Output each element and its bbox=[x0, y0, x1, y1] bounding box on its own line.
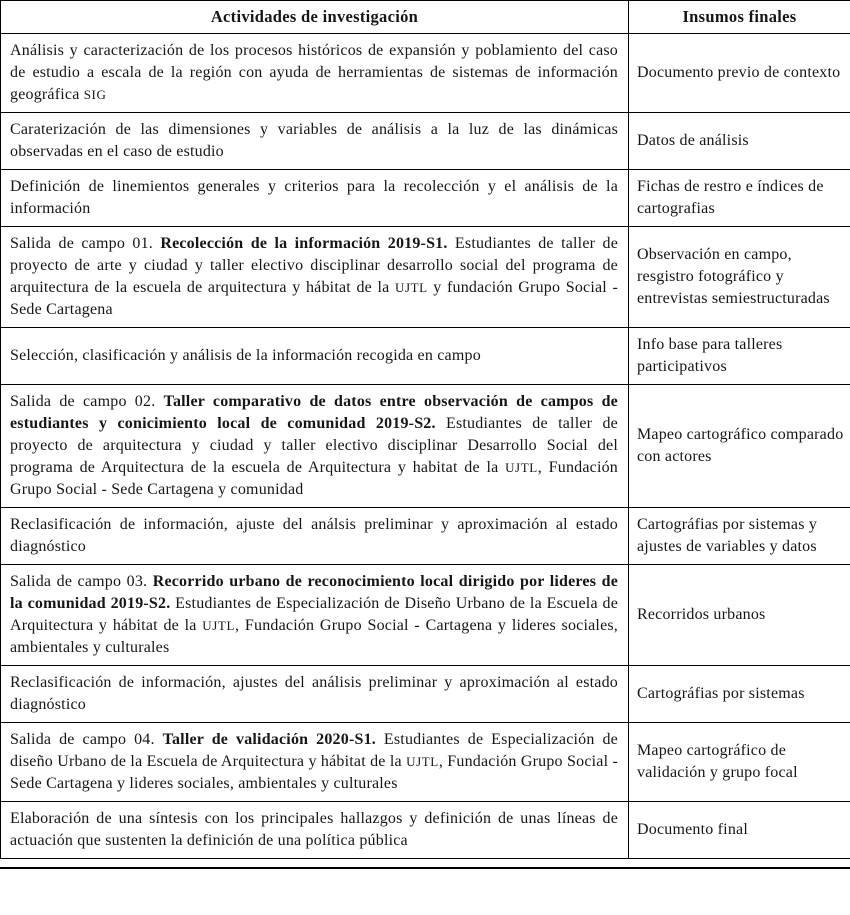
table-row bbox=[1, 385, 850, 508]
activity-text: Salida de campo 04. bbox=[10, 731, 163, 748]
activity-emphasis-text: Taller de validación 2020-S1. bbox=[162, 731, 376, 748]
output-cell: Datos de análisis bbox=[629, 113, 850, 170]
activity-cell bbox=[1, 723, 629, 802]
activity-text: Salida de campo 03. bbox=[10, 573, 153, 590]
output-cell: Cartográfias por sistemas bbox=[629, 666, 850, 723]
acronym-smallcaps: UJTL bbox=[202, 618, 236, 633]
acronym-smallcaps: UJTL bbox=[505, 460, 538, 475]
table-row bbox=[1, 508, 850, 565]
header-row bbox=[1, 1, 850, 34]
activity-cell bbox=[1, 328, 629, 385]
acronym-smallcaps: SIG bbox=[83, 87, 107, 102]
activity-text: y fundación Grupo Social - Sede Cartagena bbox=[10, 279, 618, 318]
table-row bbox=[1, 113, 850, 170]
activity-text: Caraterización de las dimensiones y variables de análisis a la luz de las dinámicas observadas en el caso de estudio bbox=[10, 121, 618, 160]
activity-text: Salida de campo 01. bbox=[10, 235, 161, 252]
table-row bbox=[1, 227, 850, 328]
activity-text: Reclasificación de información, ajustes del análisis preliminar y aproximación al estado diagnóstico bbox=[10, 674, 618, 713]
output-cell: Info base para talleres participativos bbox=[629, 328, 850, 385]
acronym-smallcaps: UJTL bbox=[406, 754, 439, 769]
output-cell: Recorridos urbanos bbox=[629, 565, 850, 666]
table-row bbox=[1, 666, 850, 723]
activity-text: Estudiantes de Especialización de Diseño Urbano de la Escuela de Arquitectura y hábitat de la bbox=[10, 595, 618, 634]
table-body bbox=[1, 34, 850, 859]
table-row bbox=[1, 34, 850, 113]
activity-text: Reclasificación de información, ajuste del análsis preliminar y aproximación al estado diagnóstico bbox=[10, 516, 618, 555]
activity-cell bbox=[1, 666, 629, 723]
activity-text: Selección, clasificación y análisis de la información recogida en campo bbox=[10, 347, 481, 364]
table-row bbox=[1, 802, 850, 859]
activity-cell bbox=[1, 170, 629, 227]
activity-text: , Fundación Grupo Social - Cartagena y lideres sociales, ambientales y culturales bbox=[10, 617, 618, 656]
table-row bbox=[1, 565, 850, 666]
activity-text: Definición de linemientos generales y criterios para la recolección y el análisis de la información bbox=[10, 178, 618, 217]
table-row bbox=[1, 723, 850, 802]
activity-text: Salida de campo 02. bbox=[10, 393, 164, 410]
output-cell: Cartográfias por sistemas y ajustes de variables y datos bbox=[629, 508, 850, 565]
activity-emphasis-text: Recorrido urbano de reconocimiento local dirigido por lideres de la comunidad 2019-S2. bbox=[10, 573, 618, 612]
output-cell: Mapeo cartográfico de validación y grupo focal bbox=[629, 723, 850, 802]
activity-cell bbox=[1, 113, 629, 170]
activity-cell bbox=[1, 508, 629, 565]
table-bottom-rule bbox=[0, 859, 850, 869]
activity-cell bbox=[1, 565, 629, 666]
column-header-activities: Actividades de investigación bbox=[1, 1, 629, 34]
table-row bbox=[1, 328, 850, 385]
activity-text: Análisis y caracterización de los procesos históricos de expansión y poblamiento del caso de estudio a escala de la región con ayuda de herramientas de sistemas de información geográfica bbox=[10, 42, 618, 103]
output-cell: Observación en campo, resgistro fotográfico y entrevistas semiestructuradas bbox=[629, 227, 850, 328]
activity-text: , Fundación Grupo Social - Sede Cartagena y lideres sociales, ambientales y culturales bbox=[10, 753, 618, 792]
output-cell: Fichas de restro e índices de cartografias bbox=[629, 170, 850, 227]
activity-emphasis-text: Recolección de la información 2019-S1. bbox=[160, 235, 448, 252]
activity-cell bbox=[1, 34, 629, 113]
output-cell: Mapeo cartográfico comparado con actores bbox=[629, 385, 850, 508]
activity-emphasis-text: Taller comparativo de datos entre observación de campos de estudiantes y conicimiento local de comunidad 2019-S2. bbox=[10, 393, 618, 432]
activity-text: Elaboración de una síntesis con los principales hallazgos y definición de unas líneas de actuación que sustenten la definición de una política pública bbox=[10, 810, 618, 849]
activity-cell bbox=[1, 227, 629, 328]
activity-cell bbox=[1, 385, 629, 508]
activity-text: Estudiantes de taller de proyecto de arquitectura y ciudad y taller electivo disciplinar Desarrollo Social del programa de Arquitectura de la escuela de Arquitectura y habitat de la bbox=[10, 415, 618, 476]
activity-text: , Fundación Grupo Social - Sede Cartagena y comunidad bbox=[10, 459, 619, 498]
activity-text: Estudiantes de Especialización de diseño Urbano de la Escuela de Arquitectura y hábitat de la bbox=[10, 731, 618, 770]
column-header-outputs: Insumos finales bbox=[629, 1, 850, 34]
output-cell: Documento previo de contexto bbox=[629, 34, 850, 113]
table-row bbox=[1, 170, 850, 227]
acronym-smallcaps: UJTL bbox=[394, 280, 428, 295]
activity-text: Estudiantes de taller de proyecto de arte y ciudad y taller electivo disciplinar desarrollo social del programa de arquitectura de la escuela de arquitectura y hábitat de la bbox=[10, 235, 618, 296]
activity-cell bbox=[1, 802, 629, 859]
output-cell: Documento final bbox=[629, 802, 850, 859]
